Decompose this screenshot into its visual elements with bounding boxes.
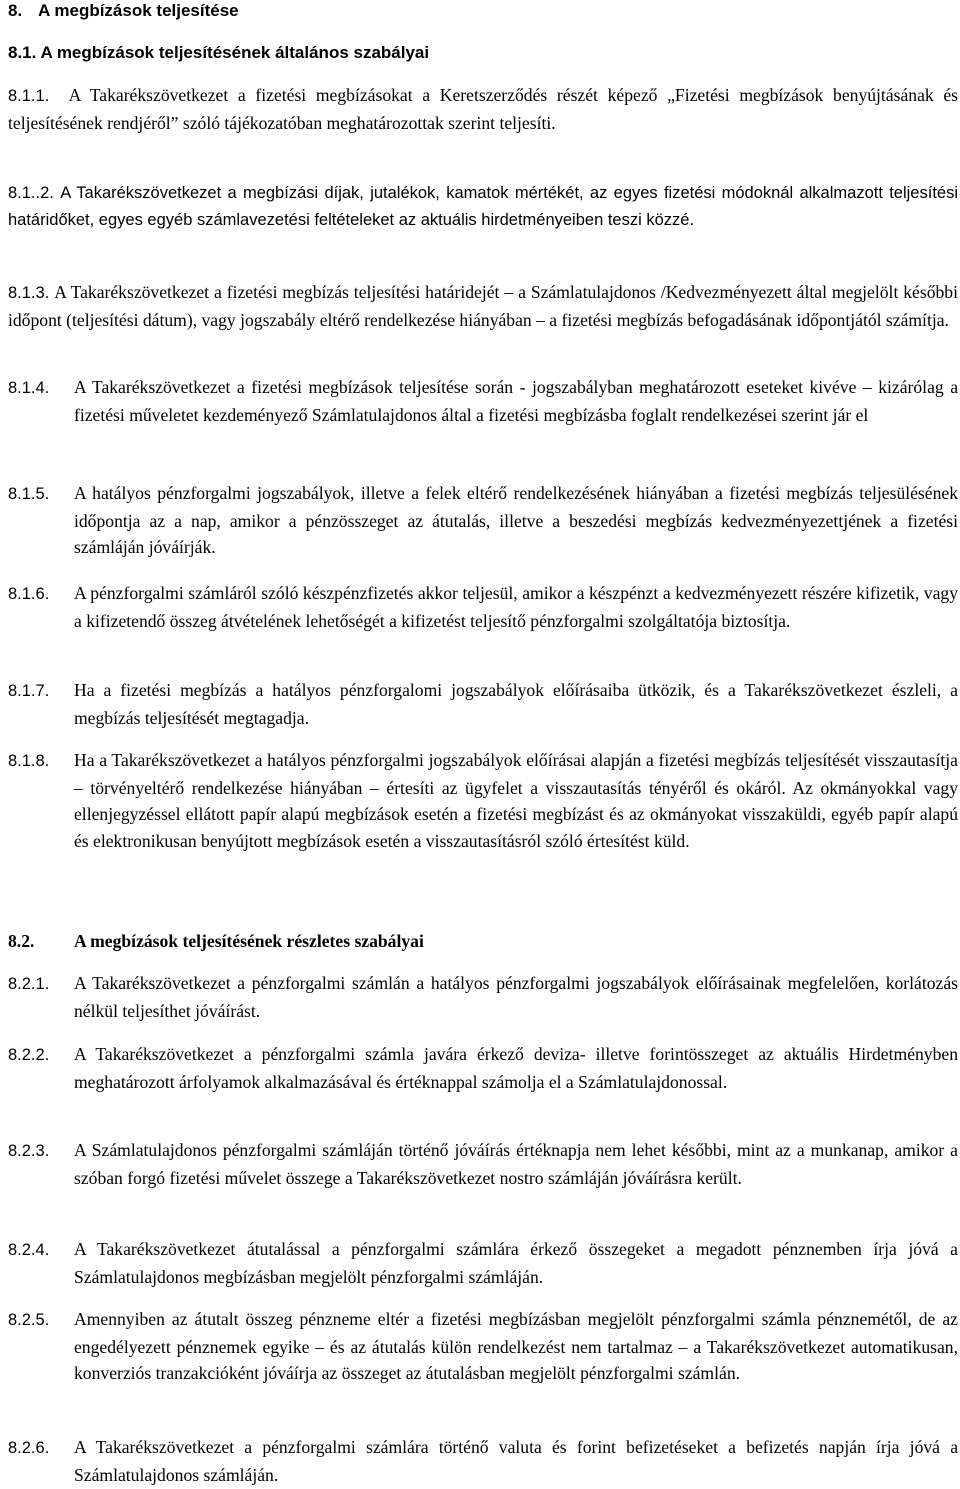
section-number: 8.2.	[8, 931, 35, 951]
paragraph-text: Amennyiben az átutalt összeg pénzneme eltér a fizetési megbízásban megjelölt pénzforgalmi számla pénznemétől, de az engedélyezett pénznemek egyike – és az átutalás külön rendelkezést nem tartalmaz – a Takarékszövetkezet automatikusan, konverziós tranzakcióként jóváírja az összeget az átutalásban megjelölt pénzforgalmi számlán.	[74, 1309, 958, 1384]
paragraph-8-1-4	[8, 374, 958, 428]
paragraph-number: 8.2.4.	[8, 1241, 50, 1259]
section-8-1-heading: 8.1. A megbízások teljesítésének általános szabályai	[8, 43, 430, 62]
paragraph-number: 8.1.4.	[8, 379, 50, 397]
paragraph-8-2-4	[8, 1236, 958, 1290]
paragraph-8-1-1	[8, 82, 958, 136]
paragraph-text: A Takarékszövetkezet a megbízási díjak, jutalékok, kamatok mértékét, az egyes fizetési módoknál alkalmazott teljesítési határidőket, egyes egyéb számlavezetési feltételeket az aktuális hirdetményeiben teszi közzé.	[8, 184, 958, 229]
paragraph-number: 8.1.7.	[8, 682, 50, 700]
paragraph-8-2-5	[8, 1306, 958, 1387]
paragraph-8-2-2	[8, 1041, 958, 1095]
paragraph-8-1-8	[8, 747, 958, 854]
paragraph-number: 8.1.8.	[8, 752, 50, 770]
section-title: A megbízások teljesítésének részletes szabályai	[74, 931, 424, 951]
paragraph-text: A Takarékszövetkezet a fizetési megbízások teljesítése során - jogszabályban meghatározott eseteket kivéve – kizárólag a fizetési műveletet kezdeményező Számlatulajdonos által a fizetési megbízásba foglalt rendelkezései szerint jár el	[74, 377, 958, 425]
paragraph-number: 8.1..2.	[8, 184, 54, 202]
paragraph-number: 8.2.5.	[8, 1311, 50, 1329]
paragraph-8-1-6	[8, 580, 958, 634]
paragraph-8-1-3	[8, 279, 958, 333]
paragraph-number: 8.1.5.	[8, 485, 50, 503]
paragraph-text: A pénzforgalmi számláról szóló készpénzfizetés akkor teljesül, amikor a készpénzt a kedvezményezett részére kifizetik, vagy a kifizetendő összeg átvételének lehetőségét a kifizetést teljesítő pénzforgalmi szolgáltatója biztosítja.	[74, 583, 958, 631]
section-8-heading	[8, 0, 239, 22]
paragraph-number: 8.2.3.	[8, 1142, 50, 1160]
paragraph-number: 8.2.1.	[8, 975, 50, 993]
paragraph-text: A Takarékszövetkezet átutalással a pénzforgalmi számlára érkező összegeket a megadott pénznemben írja jóvá a Számlatulajdonos megbízásban megjelölt pénzforgalmi számláján.	[74, 1239, 958, 1287]
section-8-2-heading	[8, 928, 424, 955]
paragraph-8-2-1	[8, 970, 958, 1024]
paragraph-number: 8.1.3.	[8, 284, 50, 302]
paragraph-8-2-3	[8, 1137, 958, 1191]
paragraph-text: A Takarékszövetkezet a pénzforgalmi számlán a hatályos pénzforgalmi jogszabályok előírásainak megfelelően, korlátozás nélkül teljesíthet jóváírást.	[74, 973, 958, 1021]
paragraph-8-1-2	[8, 180, 958, 233]
paragraph-text: Ha a fizetési megbízás a hatályos pénzforgalomi jogszabályok előírásaiba ütközik, és a Takarékszövetkezet észleli, a megbízás teljesítését megtagadja.	[74, 680, 958, 728]
paragraph-number: 8.1.6.	[8, 585, 50, 603]
paragraph-text: Ha a Takarékszövetkezet a hatályos pénzforgalmi jogszabályok előírásai alapján a fizetési megbízás teljesítését visszautasítja – törvényeltérő rendelkezése hiányában – értesíti az ügyfelet a visszautasítás tényéről és okáról. Az okmányokkal vagy ellenjegyzéssel ellátott papír alapú megbízások esetén a fizetési megbízást és az okmányokat visszaküldi, egyéb papír alapú és elektronikusan benyújtott megbízások esetén a visszautasításról szóló értesítést küld.	[74, 750, 958, 851]
paragraph-text: A Takarékszövetkezet a pénzforgalmi számla javára érkező deviza- illetve forintösszeget az aktuális Hirdetményben meghatározott árfolyamok alkalmazásával és értéknappal számolja el a Számlatulajdonossal.	[74, 1044, 958, 1092]
paragraph-text: A Számlatulajdonos pénzforgalmi számláján történő jóváírás értéknapja nem lehet későbbi, mint az a munkanap, amikor a szóban forgó fizetési művelet összege a Takarékszövetkezet nostro számláján jóváírásra került.	[74, 1140, 958, 1188]
section-number: 8.	[8, 1, 23, 20]
paragraph-8-1-5	[8, 480, 958, 561]
section-title: A megbízások teljesítése	[38, 1, 239, 20]
paragraph-text: A Takarékszövetkezet a fizetési megbízásokat a Keretszerződés részét képező „Fizetési megbízások benyújtásának és teljesítésének rendjéről” szóló tájékozatóban meghatározottak szerint teljesíti.	[8, 85, 959, 133]
paragraph-8-1-7	[8, 677, 958, 731]
paragraph-number: 8.1.1.	[8, 87, 50, 105]
paragraph-8-2-6	[8, 1434, 958, 1488]
paragraph-number: 8.2.2.	[8, 1046, 50, 1064]
paragraph-text: A Takarékszövetkezet a fizetési megbízás teljesítési határidejét – a Számlatulajdonos /Kedvezményezett által megjelölt későbbi időpont (teljesítési dátum), vagy jogszabály eltérő rendelkezése hiányában – a fizetési megbízás befogadásának időpontjától számítja.	[8, 282, 958, 330]
paragraph-number: 8.2.6.	[8, 1439, 50, 1457]
paragraph-text: A hatályos pénzforgalmi jogszabályok, illetve a felek eltérő rendelkezésének hiányában a fizetési megbízás teljesülésének időpontja az a nap, amikor a pénzösszeget az átutalás, illetve a beszedési megbízás kedvezményezettjének a fizetési számláján jóváírják.	[74, 483, 958, 558]
paragraph-text: A Takarékszövetkezet a pénzforgalmi számlára történő valuta és forint befizetéseket a befizetés napján írja jóvá a Számlatulajdonos számláján.	[74, 1437, 958, 1485]
